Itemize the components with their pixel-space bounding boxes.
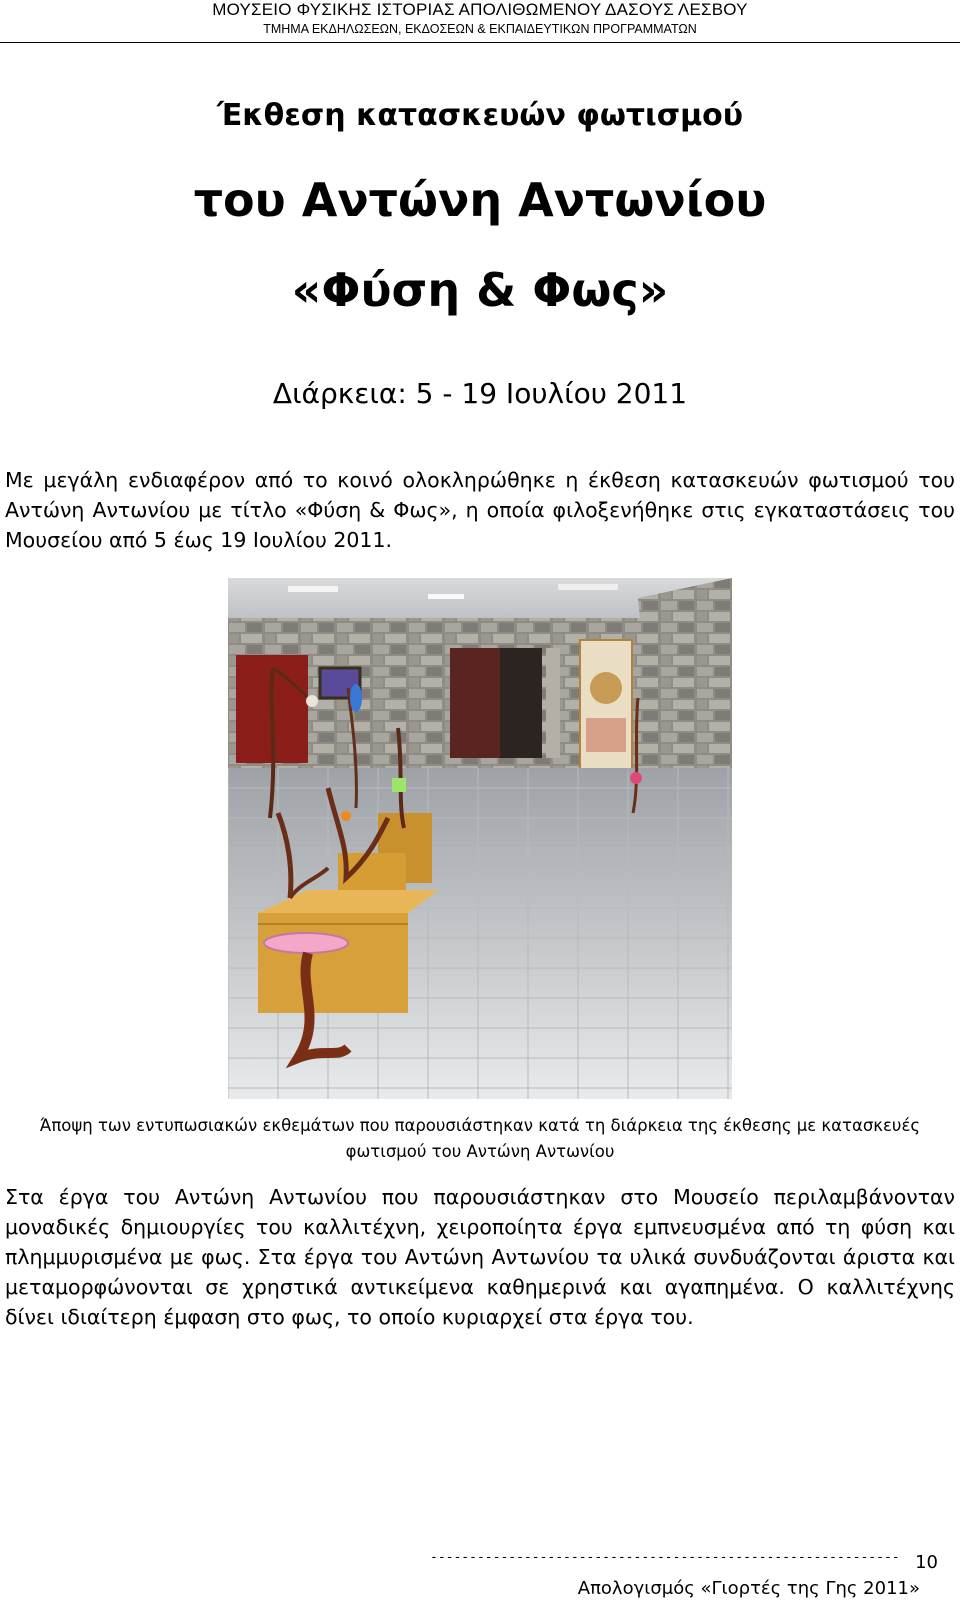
page-number: 10 xyxy=(915,1552,938,1573)
exhibition-photo xyxy=(228,578,732,1099)
intro-paragraph: Με μεγάλη ενδιαφέρον από το κοινό ολοκληρώθηκε η έκθεση κατασκευών φωτισμού του Αντώνη Αντωνίου με τίτλο «Φύση & Φως», η οποία φιλοξενήθηκε στις εγκαταστάσεις του Μουσείου από 5 έως 19 Ιουλίου 2011. xyxy=(5,468,955,552)
title-line-2: του Αντώνη Αντωνίου xyxy=(193,173,767,227)
header-department: ΤΜΗΜΑ ΕΚΔΗΛΩΣΕΩΝ, ΕΚΔΟΣΕΩΝ & ΕΚΠΑΙΔΕΥΤΙΚΩΝ ΠΡΟΓΡΑΜΜΑΤΩΝ xyxy=(263,22,697,36)
photo-caption: Άποψη των εντυπωσιακών εκθεμάτων που παρουσιάστηκαν κατά τη διάρκεια της έκθεσης με κατασκευές φωτισμού του Αντώνη Αντωνίου xyxy=(39,1116,921,1161)
header-institution: ΜΟΥΣΕΙΟ ΦΥΣΙΚΗΣ ΙΣΤΟΡΙΑΣ ΑΠΟΛΙΘΩΜΕΝΟΥ ΔΑΣΟΥΣ ΛΕΣΒΟΥ xyxy=(212,0,748,19)
exhibition-duration: Διάρκεια: 5 - 19 Ιουλίου 2011 xyxy=(272,377,688,410)
body-paragraph: Στα έργα του Αντώνη Αντωνίου που παρουσιάστηκαν στο Μουσείο περιλαμβάνονταν μοναδικές δημιουργίες του καλλιτέχνη, χειροποίητα έργα εμπνευσμένα από τη φύση και πλημμυρισμένα με φως. Στα έργα του Αντώνη Αντωνίου τα υλικά συνδυάζονται άριστα και μεταμορφώνονται σε χρηστικά αντικείμενα καθημερινά και αγαπημένα. Ο καλλιτέχνης δίνει ιδιαίτερη έμφαση στο φως, το οποίο κυριαρχεί στα έργα του. xyxy=(5,1185,955,1329)
footer-title: Απολογισμός «Γιορτές της Γης 2011» xyxy=(577,1578,920,1599)
title-line-3: «Φύση & Φως» xyxy=(291,263,669,317)
footer-dash-rule: ------------------------------------------------------------ xyxy=(430,1550,900,1565)
title-line-1: Έκθεση κατασκευών φωτισμού xyxy=(216,98,744,133)
header-divider xyxy=(0,42,960,43)
